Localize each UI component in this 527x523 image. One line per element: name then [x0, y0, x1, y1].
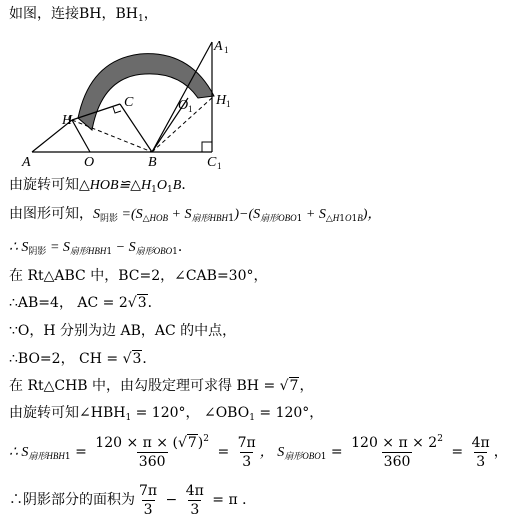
sub: 1: [351, 214, 358, 224]
sub: 1: [151, 185, 157, 195]
sub: 1: [138, 14, 144, 24]
line-11: [9, 434, 508, 471]
text: ，: [143, 6, 158, 22]
radicand: 3: [137, 295, 147, 311]
geometry-figure: [20, 30, 250, 170]
text: = 120°， ∠OBO: [131, 405, 250, 421]
text: 如图，连接BH，BH: [9, 6, 138, 22]
sub: 扇形OBO: [284, 451, 321, 461]
label-a1-sub: 1: [224, 45, 229, 55]
fraction: [137, 483, 159, 518]
radicand: 7: [187, 434, 197, 451]
label-a: A: [22, 155, 31, 170]
numerator: 4π: [185, 482, 204, 499]
numerator: 7π: [237, 434, 256, 451]
label-o: O: [84, 155, 95, 170]
math: = S: [46, 240, 70, 255]
label-b: B: [148, 155, 157, 170]
text: 120 × π × 2: [351, 434, 438, 451]
sub: 1: [172, 247, 178, 257]
text: ∴阴影部分的面积为: [9, 492, 135, 508]
sub: △HOB: [142, 213, 169, 223]
text: ∴BO=2， CH =: [9, 351, 123, 367]
sub: 1: [125, 413, 132, 423]
sub: 1: [249, 413, 255, 423]
numerator: 7π: [139, 482, 158, 499]
sub: 1: [339, 214, 345, 224]
denominator: 360: [138, 453, 166, 470]
text: ∵O，H 分别为边 AB，AC 的中点，: [9, 323, 237, 339]
denominator: 3: [190, 501, 200, 518]
math: − S: [112, 240, 136, 255]
fraction: $\frac{120 \times \pi \times (√7)^2}{360}$: [95, 433, 209, 470]
line-5: [9, 267, 268, 285]
text: = π ．: [207, 492, 257, 508]
text: −: [161, 492, 182, 508]
text: =: [326, 444, 348, 460]
math: ∴ S: [9, 445, 29, 460]
fraction: [470, 435, 492, 470]
label-c1: C: [207, 155, 217, 170]
fraction: [349, 435, 445, 470]
radicand: 3: [132, 351, 142, 367]
text: ): [197, 434, 204, 451]
line-7: [9, 322, 236, 340]
denominator: 360: [383, 453, 411, 470]
math: + S: [168, 207, 192, 222]
label-c1-sub: 1: [217, 161, 222, 170]
sub: O: [345, 213, 352, 223]
radicand: 7: [289, 378, 299, 394]
text: 在 Rt△ABC 中，BC=2，∠CAB=30°，: [9, 268, 268, 284]
math: B: [172, 178, 182, 193]
line-4: [9, 238, 192, 257]
label-h: H: [62, 113, 73, 128]
sub: 1: [228, 213, 235, 224]
shaded-region: [78, 54, 214, 130]
sup: 2: [437, 433, 443, 444]
text: 由旋转可知: [9, 177, 79, 193]
sub: 扇形HBH: [191, 213, 228, 223]
math: O: [156, 178, 168, 193]
text: ，: [493, 444, 508, 460]
text: 由旋转可知∠HBH: [9, 405, 126, 421]
math: )，: [362, 207, 382, 222]
sub: 1: [167, 185, 173, 195]
label-h1: H: [216, 93, 227, 108]
label-c: C: [124, 95, 134, 110]
line-10: [9, 404, 323, 422]
sub: 1: [320, 452, 327, 462]
sup: 2: [203, 433, 209, 444]
line-2: [9, 176, 195, 195]
fraction: [236, 435, 258, 470]
math: S: [93, 207, 100, 222]
line-8: ∴BO=2， CH = √3．: [9, 351, 157, 367]
text: 120 × π × (: [95, 434, 178, 451]
label-h1-sub: 1: [226, 99, 231, 109]
sub: 扇形OBO: [260, 213, 297, 223]
text: ∴AB=4， AC = 2: [9, 295, 128, 311]
denominator: 3: [143, 501, 153, 518]
math: )−(S: [234, 207, 261, 222]
text: ，: [299, 378, 314, 394]
sub: 1: [296, 214, 303, 224]
text: =: [446, 444, 468, 460]
text: 由图形可知，: [9, 206, 93, 222]
sub: 扇形HBH: [69, 246, 107, 256]
sub: △H: [325, 213, 340, 223]
sub: 扇形OBO: [135, 246, 173, 256]
sub: 阴影: [100, 214, 119, 224]
line-1: [9, 5, 158, 23]
math: ∴ S: [9, 240, 29, 255]
numerator: 4π: [471, 434, 490, 451]
label-o1: O: [178, 98, 189, 113]
sub: 扇形HBH: [28, 451, 65, 461]
text: ．: [147, 295, 162, 311]
math: =(S: [118, 207, 143, 222]
sub: 1: [64, 452, 71, 462]
line-9: 在 Rt△CHB 中，由勾股定理可求得 BH = √7，: [9, 378, 314, 394]
text: =: [213, 444, 234, 460]
line-6: ∴AB=4， AC = 2√3．: [9, 295, 162, 311]
text: ．: [181, 177, 196, 193]
text: ．: [177, 239, 192, 255]
line-12: [9, 482, 256, 518]
sub: 1: [106, 247, 113, 257]
sub: 阴影: [28, 247, 47, 257]
text: 在 Rt△CHB 中，由勾股定理可求得 BH =: [9, 378, 280, 394]
label-o1-sub: 1: [188, 104, 193, 114]
denominator: 3: [242, 453, 252, 470]
math: + S: [302, 207, 326, 222]
sub: B: [357, 213, 363, 223]
line-3: [9, 205, 381, 224]
label-a1: A: [214, 39, 223, 54]
fraction: [184, 483, 206, 518]
math: ， S: [259, 445, 285, 460]
text: =: [70, 444, 92, 460]
text: ．: [142, 351, 157, 367]
text: = 120°，: [254, 405, 324, 421]
denominator: 3: [476, 453, 486, 470]
math: △HOB≌△H: [79, 178, 152, 193]
